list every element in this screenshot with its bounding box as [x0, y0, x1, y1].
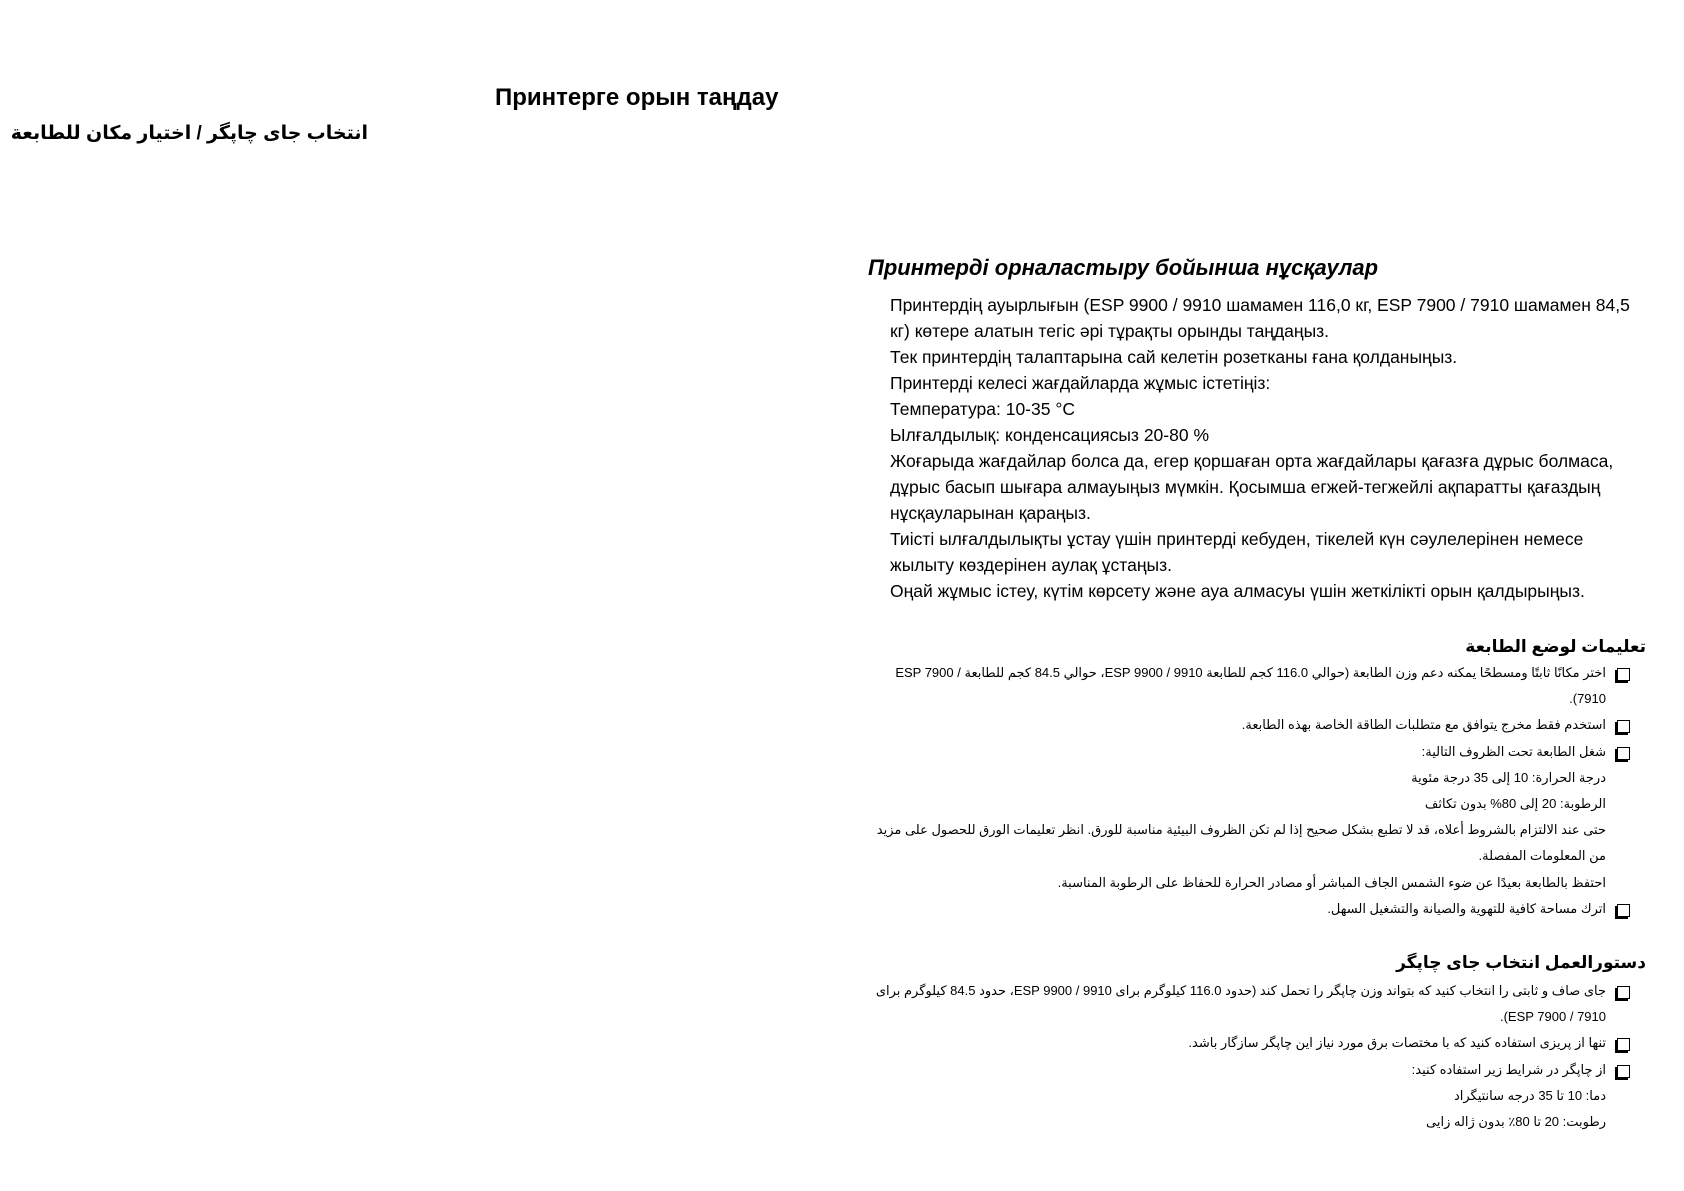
persian-list-item: [870, 1083, 1630, 1109]
persian-item-text: از چاپگر در شرایط زیر استفاده کنید:: [1411, 1061, 1606, 1077]
persian-list-item: [870, 1030, 1630, 1056]
kazakh-paragraph: Жоғарыда жағдайлар болса да, егер қоршаған орта жағдайлары қағазға дұрыс болмаса, дұрыс басып шығара алмауыңыз мүмкін. Қосымша егжей-тегжейлі ақпаратты қағаздың нұсқауларынан қараңыз.: [890, 451, 1614, 523]
arabic-instructions: [870, 660, 1630, 922]
kazakh-paragraph: Ылғалдылық: конденсациясыз 20-80 %: [890, 425, 1209, 445]
arabic-item-text: احتفظ بالطابعة بعيدًا عن ضوء الشمس الجاف المباشر أو مصادر الحرارة للحفاظ على الرطوبة المناسبة.: [1057, 874, 1606, 890]
persian-item-text: رطوبت: 20 تا 80٪ بدون ژاله زایی: [1426, 1114, 1606, 1130]
arabic-item-text: شغل الطابعة تحت الظروف التالية:: [1421, 743, 1606, 759]
checkbox-icon: [1617, 1065, 1630, 1078]
page-title-kazakh: Принтерге орын таңдау: [495, 84, 779, 111]
checkbox-icon: [1617, 720, 1630, 733]
arabic-list-item: [870, 660, 1630, 712]
checkbox-icon: [1617, 904, 1630, 917]
arabic-section-heading: تعليمات لوضع الطابعة: [1465, 637, 1646, 656]
checkbox-icon: [1617, 747, 1630, 760]
arabic-item-text: الرطوبة: 20 إلى 80% بدون تكاثف: [1424, 796, 1606, 812]
arabic-item-text: حتى عند الالتزام بالشروط أعلاه، قد لا تطبع بشكل صحيح إذا لم تكن الظروف البيئية مناسبة للورق. انظر تعليمات الورق للحصول على مزيد من المعلومات المفصلة.: [876, 822, 1606, 864]
arabic-list-item: [870, 791, 1630, 817]
kazakh-paragraph: Тек принтердің талаптарына сай келетін розетканы ғана қолданыңыз.: [890, 347, 1458, 367]
arabic-item-text: اختر مكانًا ثابتًا ومسطحًا يمكنه دعم وزن الطابعة (حوالي 116.0 كجم للطابعة ESP 9900 / 9910، حوالي 84.5 كجم للطابعة ESP 7900 / 7910).: [895, 665, 1606, 707]
kazakh-paragraph: Температура: 10-35 °C: [890, 399, 1075, 419]
persian-list-item: [870, 1109, 1630, 1135]
kazakh-paragraph: Принтерді келесі жағдайларда жұмыс істетіңіз:: [890, 373, 1271, 393]
persian-instructions: [870, 978, 1630, 1135]
checkbox-icon: [1617, 986, 1630, 999]
kazakh-section-heading: Принтерді орналастыру бойынша нұсқаулар: [868, 255, 1379, 280]
persian-item-text: جای صاف و ثابتی را انتخاب کنید که بتواند وزن چاپگر را تحمل کند (حدود 116.0 کیلوگرم برای ESP 9900 / 9910، حدود 84.5 کیلوگرم برای ESP 7900 / 7910).: [875, 983, 1606, 1025]
arabic-list-item: [870, 870, 1630, 896]
persian-list-item: [870, 978, 1630, 1030]
arabic-list-item: [870, 896, 1630, 922]
page-title-persian-arabic: انتخاب جای چاپگر / اختيار مكان للطابعة: [10, 123, 368, 144]
arabic-item-text: درجة الحرارة: 10 إلى 35 درجة مئوية: [1411, 769, 1606, 785]
kazakh-instructions: [890, 292, 1650, 604]
checkbox-icon: [1617, 1038, 1630, 1051]
arabic-list-item: [870, 817, 1630, 869]
arabic-item-text: اترك مساحة كافية للتهوية والصيانة والتشغيل السهل.: [1327, 900, 1606, 916]
kazakh-paragraph: Оңай жұмыс істеу, күтім көрсету және ауа алмасуы үшін жеткілікті орын қалдырыңыз.: [890, 581, 1585, 601]
persian-item-text: دما: 10 تا 35 درجه سانتیگراد: [1453, 1087, 1606, 1103]
kazakh-paragraph: Тиісті ылғалдылықты ұстау үшін принтерді кебуден, тікелей күн сәулелерінен немесе жылыту көздерінен аулақ ұстаңыз.: [890, 529, 1584, 575]
checkbox-icon: [1617, 668, 1630, 681]
persian-item-text: تنها از پریزی استفاده کنید که با مختصات برق مورد نیاز این چاپگر سازگار باشد.: [1188, 1035, 1606, 1051]
persian-list-item: [870, 1057, 1630, 1083]
kazakh-paragraph: Принтердің ауырлығын (ESP 9900 / 9910 шамамен 116,0 кг, ESP 7900 / 7910 шамамен 84,5 кг) көтере алатын тегіс әрі тұрақты орынды таңдаңыз.: [890, 295, 1630, 341]
arabic-list-item: [870, 712, 1630, 738]
persian-section-heading: دستورالعمل انتخاب جای چاپگر: [1396, 953, 1646, 972]
arabic-list-item: [870, 765, 1630, 791]
arabic-list-item: [870, 739, 1630, 765]
arabic-item-text: استخدم فقط مخرج يتوافق مع متطلبات الطاقة الخاصة بهذه الطابعة.: [1241, 717, 1606, 733]
